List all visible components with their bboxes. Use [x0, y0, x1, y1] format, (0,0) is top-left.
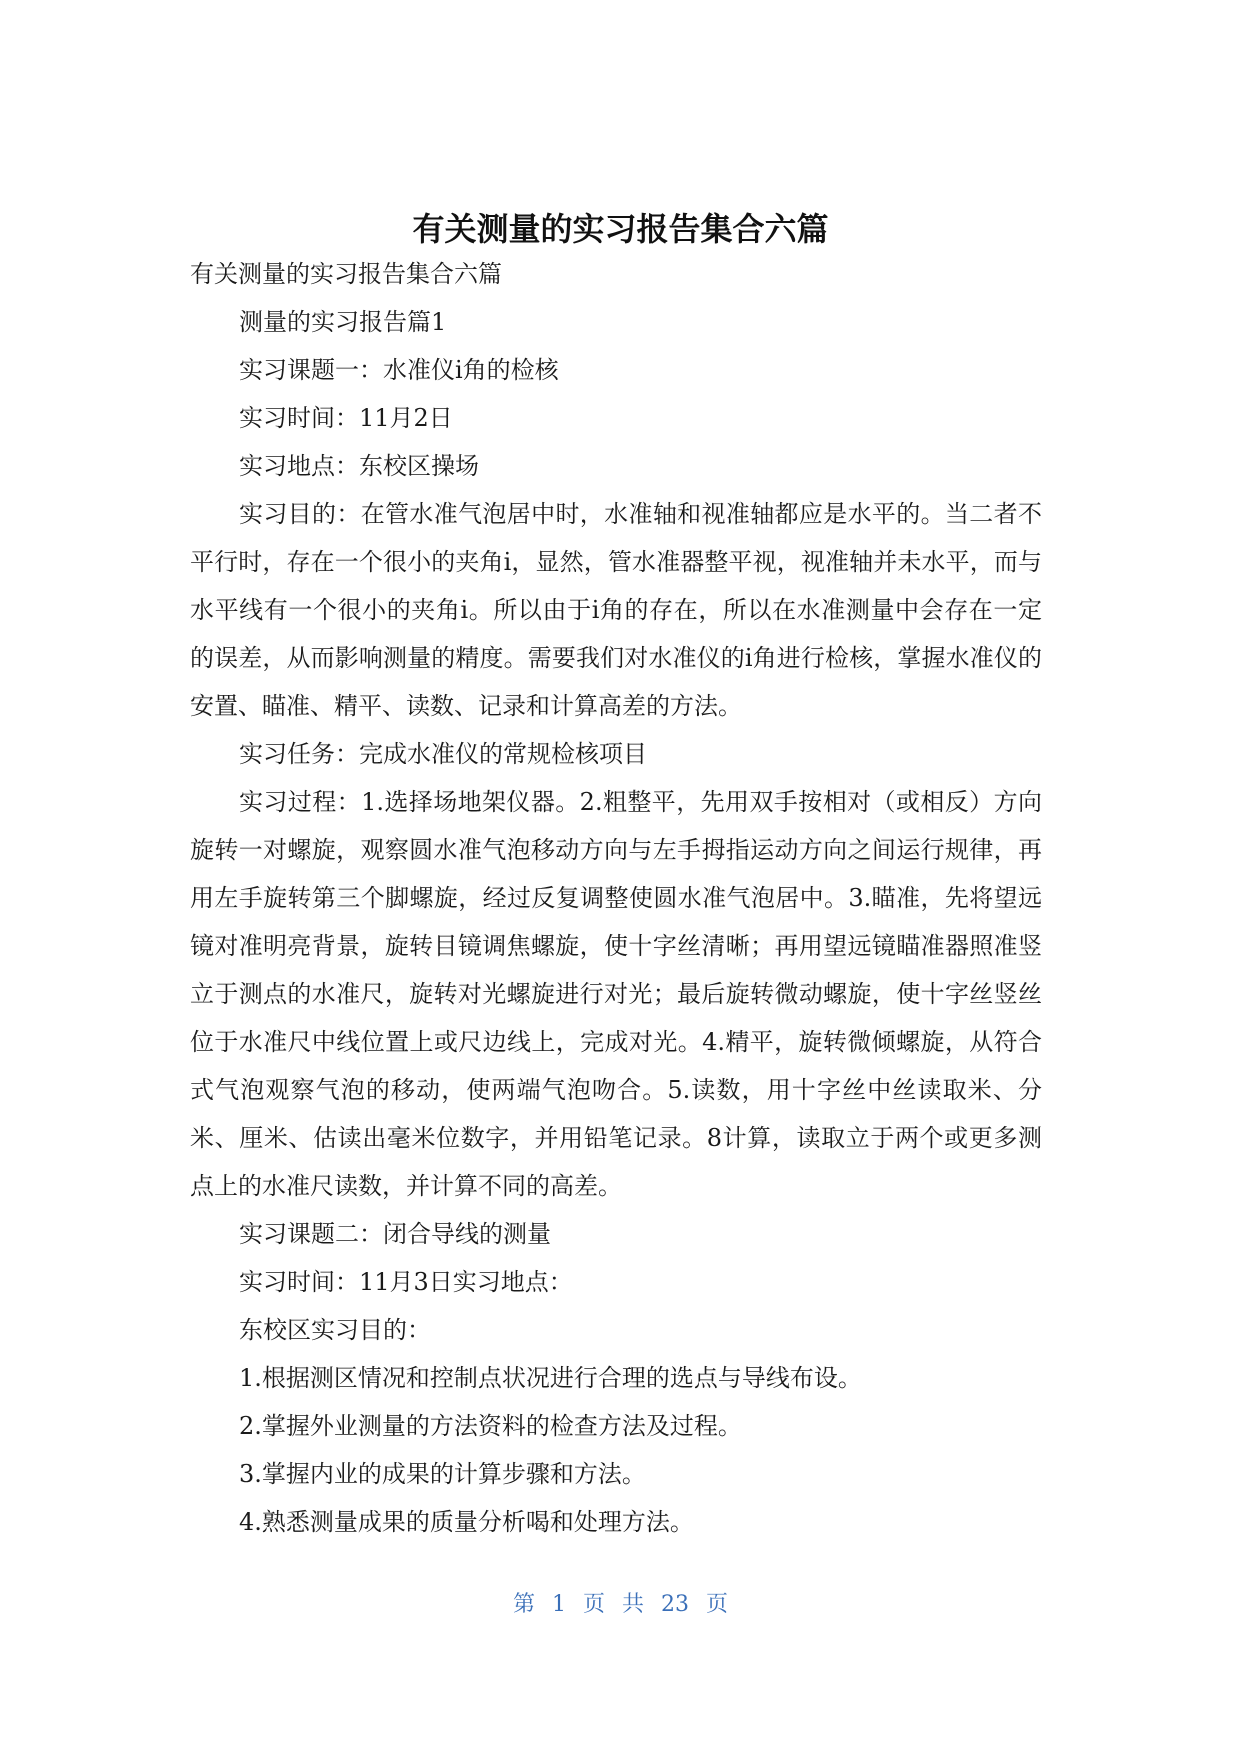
paragraph: 实习课题一：水准仪i角的检核: [239, 356, 559, 384]
list-item: 2.掌握外业测量的方法资料的检查方法及过程。: [239, 1412, 742, 1440]
list-item: 4.熟悉测量成果的质量分析喝和处理方法。: [239, 1508, 694, 1536]
paragraph: 实习目的：在管水准气泡居中时，水准轴和视准轴都应是水平的。当二者不平行时，存在一个很小的夹角i，显然，管水准器整平视，视准轴并未水平，而与水平线有一个很小的夹角i。所以由于i角的存在，所以在水准测量中会存在一定的误差，从而影响测量的精度。需要我们对水准仪的i角进行检核，掌握水准仪的安置、瞄准、精平、读数、记录和计算高差的方法。: [190, 500, 1042, 720]
list-item: 1.根据测区情况和控制点状况进行合理的选点与导线布设。: [239, 1364, 862, 1392]
paragraph: 东校区实习目的：: [239, 1316, 431, 1344]
footer-pages-label: 页: [706, 1592, 729, 1617]
footer-current-page: 1: [552, 1592, 566, 1617]
paragraph: 实习过程：1.选择场地架仪器。2.粗整平，先用双手按相对（或相反）方向旋转一对螺旋，观察圆水准气泡移动方向与左手拇指运动方向之间运行规律，再用左手旋转第三个脚螺旋，经过反复调整使圆水准气泡居中。3.瞄准，先将望远镜对准明亮背景，旋转目镜调焦螺旋，使十字丝清晰；再用望远镜瞄准器照准竖立于测点的水准尺，旋转对光螺旋进行对光；最后旋转微动螺旋，使十字丝竖丝位于水准尺中线位置上或尺边线上，完成对光。4.精平，旋转微倾螺旋，从符合式气泡观察气泡的移动，使两端气泡吻合。5.读数，用十字丝中丝读取米、分米、厘米、估读出毫米位数字，并用铅笔记录。8计算，读取立于两个或更多测点上的水准尺读数，并计算不同的高差。: [190, 788, 1042, 1200]
list-item: 3.掌握内业的成果的计算步骤和方法。: [239, 1460, 646, 1488]
footer-of-label: 页 共: [583, 1592, 644, 1617]
paragraph: 实习任务：完成水准仪的常规检核项目: [239, 740, 647, 768]
section-heading: 测量的实习报告篇1: [239, 308, 447, 336]
page-footer: [0, 1590, 1241, 1620]
paragraph: 实习地点：东校区操场: [239, 452, 479, 480]
page-title: 有关测量的实习报告集合六篇: [412, 210, 829, 249]
footer-total-pages: 23: [661, 1592, 689, 1617]
document-body: [190, 250, 1042, 1546]
document-subtitle: 有关测量的实习报告集合六篇: [190, 260, 502, 288]
footer-page-label: 第: [512, 1592, 535, 1617]
paragraph: 实习课题二：闭合导线的测量: [239, 1220, 551, 1248]
paragraph: 实习时间：11月2日: [239, 404, 453, 432]
paragraph: 实习时间：11月3日实习地点：: [239, 1268, 573, 1296]
